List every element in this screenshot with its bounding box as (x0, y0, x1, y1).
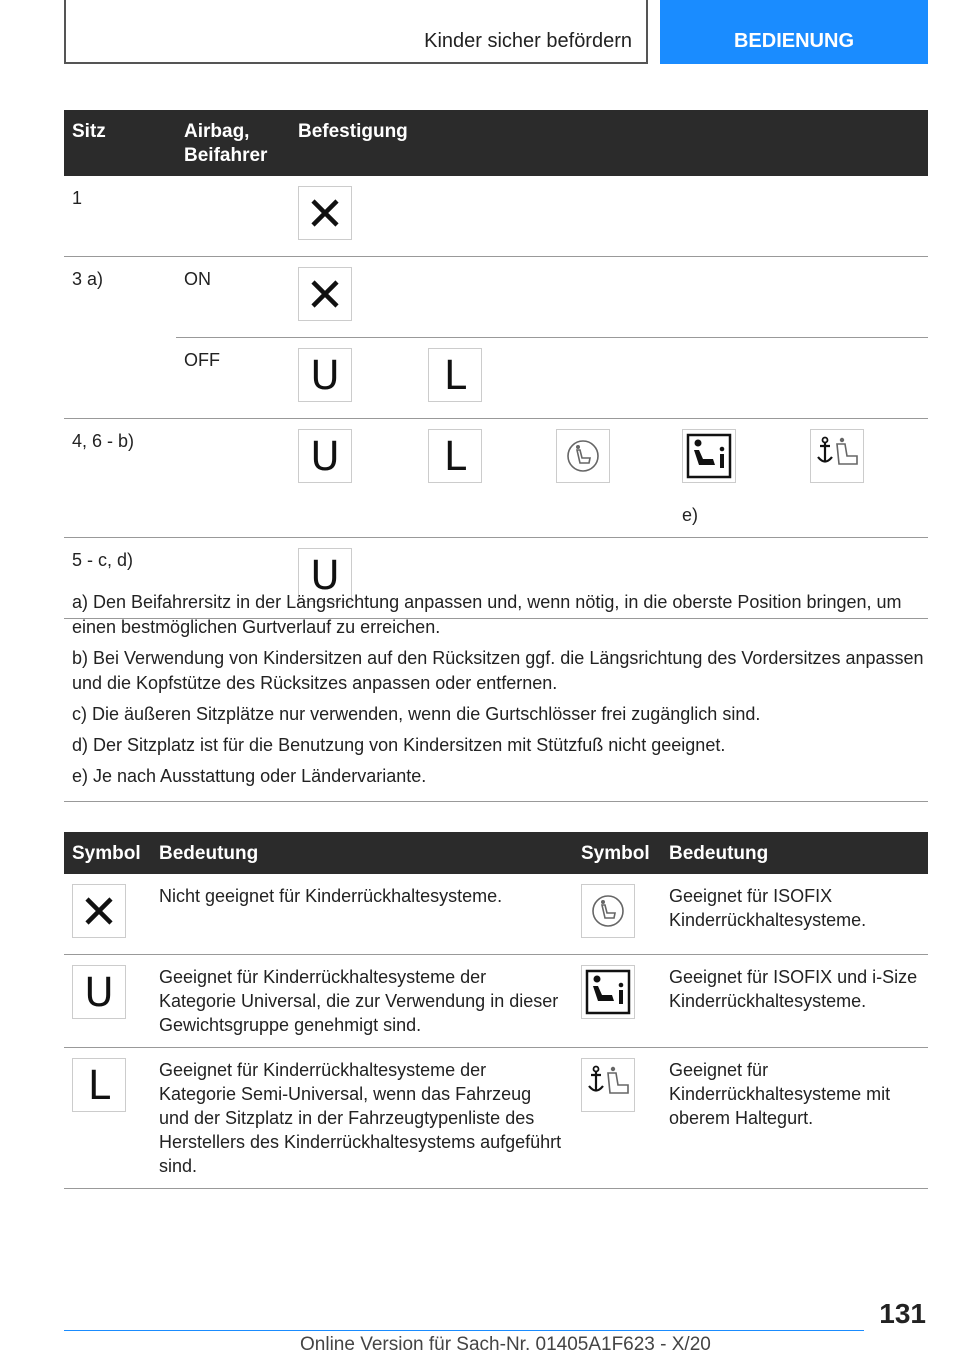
airbag-state (176, 419, 290, 538)
footnote: a) Den Beifahrersitz in der Längsrichtung anpassen und, wenn nötig, in die oberste Position bringen, um einen bestmöglichen Gurtverlauf zu erreichen. (72, 592, 902, 637)
seat-label: 4, 6 - b) (64, 419, 176, 538)
airbag-state (176, 176, 290, 257)
seat-label: 1 (64, 176, 176, 257)
chapter-tab[interactable]: BEDIENUNG (660, 0, 928, 64)
semi-universal-icon: L (72, 1058, 126, 1112)
footnote: d) Der Sitzplatz ist für die Benutzung von Kindersitzen mit Stützfuß nicht geeignet. (72, 735, 726, 755)
table-row (64, 338, 928, 419)
table-row (64, 1048, 928, 1189)
header-bedeutung: Bedeutung (661, 832, 928, 874)
header-symbol: Symbol (64, 832, 151, 874)
footer-divider (64, 1330, 864, 1331)
top-tether-icon (581, 1058, 635, 1112)
seat-label (64, 338, 176, 419)
airbag-state: ON (176, 257, 290, 338)
cross-icon (298, 267, 352, 321)
header-sitz: Sitz (64, 110, 176, 176)
seat-table (64, 110, 928, 619)
universal-icon: U (298, 548, 352, 602)
footer-text: Online Version für Sach-Nr. 01405A1F623 - X/20 (300, 1334, 711, 1355)
universal-icon: U (298, 348, 352, 402)
legend-text: Geeignet für Kinderrückhaltesysteme der Kategorie Universal, die zur Verwendung in dieser Gewichtsgruppe genehmigt sind. (151, 955, 573, 1048)
legend-text: Geeignet für Kinderrückhaltesysteme mit oberem Haltegurt. (661, 1048, 928, 1189)
isize-icon (581, 965, 635, 1019)
footnote: c) Die äußeren Sitzplätze nur verwenden, wenn die Gurtschlösser frei zugänglich sind. (72, 704, 761, 724)
airbag-state: OFF (176, 338, 290, 419)
table-row (64, 419, 928, 538)
header-airbag: Airbag, Beifahrer (176, 110, 290, 176)
cross-icon (72, 884, 126, 938)
table-row (64, 176, 928, 257)
cross-icon (298, 186, 352, 240)
page-number: 131 (879, 1298, 926, 1329)
section-title: Kinder sicher befördern (64, 0, 648, 64)
universal-icon: U (72, 965, 126, 1019)
header-symbol: Symbol (573, 832, 661, 874)
isofix-icon (556, 429, 610, 483)
page-header (64, 0, 928, 64)
legend-header (64, 832, 928, 874)
table-row (64, 874, 928, 955)
footnote-ref: e) (682, 505, 699, 525)
isofix-icon (581, 884, 635, 938)
legend-text: Geeignet für ISOFIX Kinderrückhaltesysteme. (661, 874, 928, 955)
seat-label: 3 a) (72, 269, 104, 289)
legend-text: Geeignet für ISOFIX und i-Size Kinderrückhaltesysteme. (661, 955, 928, 1048)
legend-text: Nicht geeignet für Kinderrückhaltesysteme. (151, 874, 573, 955)
semi-universal-icon: L (428, 348, 482, 402)
symbol-legend-table (64, 832, 928, 1189)
header-bedeutung: Bedeutung (151, 832, 573, 874)
isize-icon (682, 429, 736, 483)
semi-universal-icon: L (428, 429, 482, 483)
legend-text: Geeignet für Kinderrückhaltesysteme der Kategorie Semi-Universal, wenn das Fahrzeug und der Sitzplatz in der Fahrzeugtypenliste des Herstellers des Kinderrückhaltesystems aufgeführt sind. (151, 1048, 573, 1189)
table-row (64, 955, 928, 1048)
universal-icon: U (298, 429, 352, 483)
footnote: b) Bei Verwendung von Kindersitzen auf den Rücksitzen ggf. die Längsrichtung des Vordersitzes anpassen und die Kopfstütze des Rücksitzes anpassen oder entfernen. (72, 648, 924, 693)
header-befestigung: Befestigung (290, 110, 928, 176)
footnote: e) Je nach Ausstattung oder Ländervariante. (72, 766, 427, 786)
seat-table-header (64, 110, 928, 176)
top-tether-icon (810, 429, 864, 483)
footnotes (64, 590, 928, 802)
seat-label: 5 - c, d) (64, 538, 176, 619)
table-row (64, 257, 928, 338)
